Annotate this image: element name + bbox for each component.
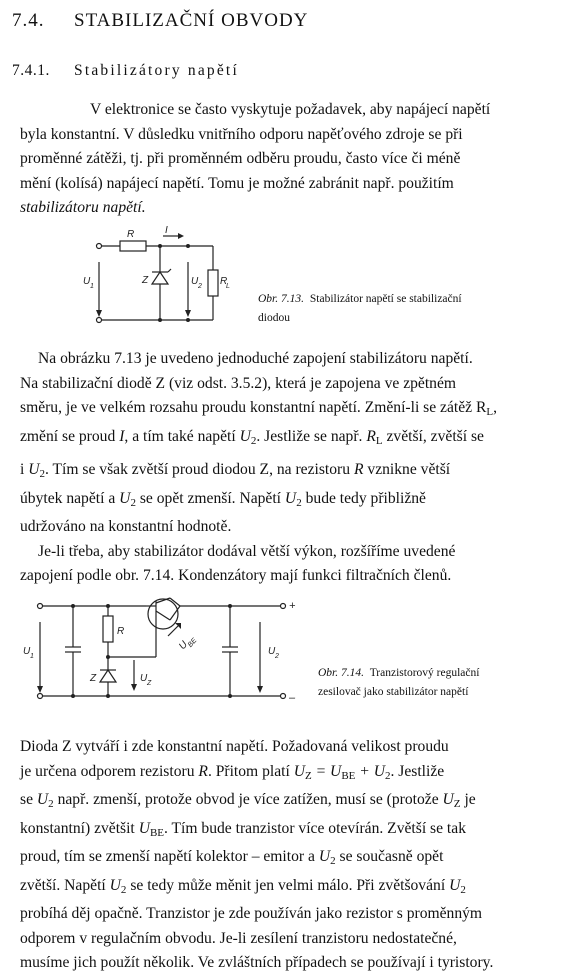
figure-label: Obr. 7.13.: [258, 293, 305, 305]
label-UZ: U: [140, 673, 148, 684]
text-line: udržováno na konstantní hodnotě.: [20, 518, 232, 535]
section-number: 7.4.: [12, 10, 45, 31]
label-U1-sub: 1: [90, 283, 94, 290]
subsection-number: 7.4.1.: [12, 62, 50, 79]
text-line: i $U_2$. Tím se však zvětší proud diodou Z, na rezistoru R vznikne větší: [20, 461, 451, 480]
text-line: změní se proud I, a tím také napětí $U_2$. Jestliže se např. $R_L$ zvětší, zvětší se: [20, 427, 484, 447]
label-U1: U: [83, 276, 91, 287]
section-title: STABILIZAČNÍ OBVODY: [74, 10, 309, 31]
text-line: Na stabilizační diodě Z (viz odst. 3.5.2), která je zapojena ve zpětném: [20, 374, 457, 392]
label-Z: Z: [142, 275, 149, 286]
paragraph-intro: [20, 98, 561, 221]
text-line: byla konstantní. V důsledku vnitřního odporu napěťového zdroje se při: [20, 125, 463, 143]
label-UBE: U: [177, 639, 191, 653]
text-line: mění (kolísá) napájecí napětí. Tomu je možné zabránit např. použitím: [20, 174, 454, 192]
text-line: úbytek napětí a $U_2$ se opět zmenší. Napětí $U_2$ bude tedy přibližně: [20, 489, 426, 509]
paragraph-fig-714: [20, 735, 561, 976]
text-line: Dioda Z vytváří i zde konstantní napětí. Požadovaná velikost proudu: [20, 738, 449, 755]
label-plus: +: [289, 600, 296, 612]
caption-line: diodou: [258, 312, 290, 324]
text-line: odporem v regulačním obvodu. Je-li zesílení tranzistoru nedostatečné,: [20, 929, 457, 947]
label-U2-sub: 2: [198, 283, 202, 290]
text-line: směru, je ve velkém rozsahu proudu konstantní napětí. Změní-li se zátěž $R_L$,: [20, 399, 498, 418]
label-U1-sub: 1: [30, 653, 34, 660]
text-line: je určena odporem rezistoru R. Přitom platí $U_Z = U_{BE} + U_2$. Jestliže: [20, 762, 445, 782]
section-heading: [12, 10, 308, 32]
label-U1: U: [23, 646, 31, 657]
label-R: R: [117, 626, 125, 637]
subsection-title: Stabilizátory napětí: [74, 62, 239, 79]
text-line: konstantní) zvětšit $U_{BE}$. Tím bude tranzistor více otevírán. Zvětší se tak: [20, 819, 466, 839]
text-line: proměnné zátěži, tj. při proměnném odběru proudu, často více či méně: [20, 150, 461, 167]
text-line-emphasis: stabilizátoru napětí.: [20, 199, 146, 216]
text-line: zvětší. Napětí $U_2$ se tedy může měnit jen velmi málo. Při zvětšování $U_2$: [20, 876, 466, 896]
caption-line: zesilovač jako stabilizátor napětí: [318, 686, 469, 698]
figure-7-13-caption: [258, 290, 462, 328]
text-line: probíhá děj opačně. Tranzistor je zde používán jako rezistor s proměnným: [20, 905, 483, 922]
figure-7-13-circuit: [75, 222, 235, 328]
label-UBE-sub: BE: [186, 637, 199, 649]
text-line: musíme jich použít několik. Ve zvláštních případech se používají i tyristory.: [20, 954, 494, 971]
label-minus: –: [289, 692, 296, 704]
paragraph-fig-713: [20, 347, 561, 453]
label-I: I: [165, 225, 168, 236]
text-line: Je-li třeba, aby stabilizátor dodával větší výkon, rozšíříme uvedené: [38, 542, 456, 560]
text-line: proud, tím se zmenší napětí kolektor – emitor a $U_2$ se současně opět: [20, 848, 444, 867]
caption-line: Tranzistorový regulační: [369, 667, 480, 679]
label-U2: U: [191, 276, 199, 287]
label-U2: U: [268, 646, 276, 657]
figure-7-14-circuit: [18, 592, 308, 712]
caption-line: Stabilizátor napětí se stabilizační: [309, 293, 462, 305]
label-R: R: [127, 229, 135, 240]
text-line: Na obrázku 7.13 je uvedeno jednoduché zapojení stabilizátoru napětí.: [38, 350, 473, 367]
label-RL-sub: L: [226, 283, 230, 290]
figure-label: Obr. 7.14.: [318, 667, 365, 679]
text-line: zapojení podle obr. 7.14. Kondenzátory mají funkci filtračních členů.: [20, 567, 452, 584]
figure-7-14-caption: [318, 664, 479, 702]
label-Z: Z: [90, 673, 97, 684]
label-UZ-sub: Z: [147, 680, 152, 687]
paragraph-explanation: [20, 458, 561, 589]
text-line: se $U_2$ např. zmenší, protože obvod je více zatížen, musí se (protože $U_Z$ je: [20, 791, 476, 810]
subsection-heading: [12, 62, 239, 80]
label-RL: R: [220, 276, 228, 287]
text-line: V elektronice se často vyskytuje požadavek, aby napájecí napětí: [90, 101, 491, 118]
label-U2-sub: 2: [275, 653, 279, 660]
